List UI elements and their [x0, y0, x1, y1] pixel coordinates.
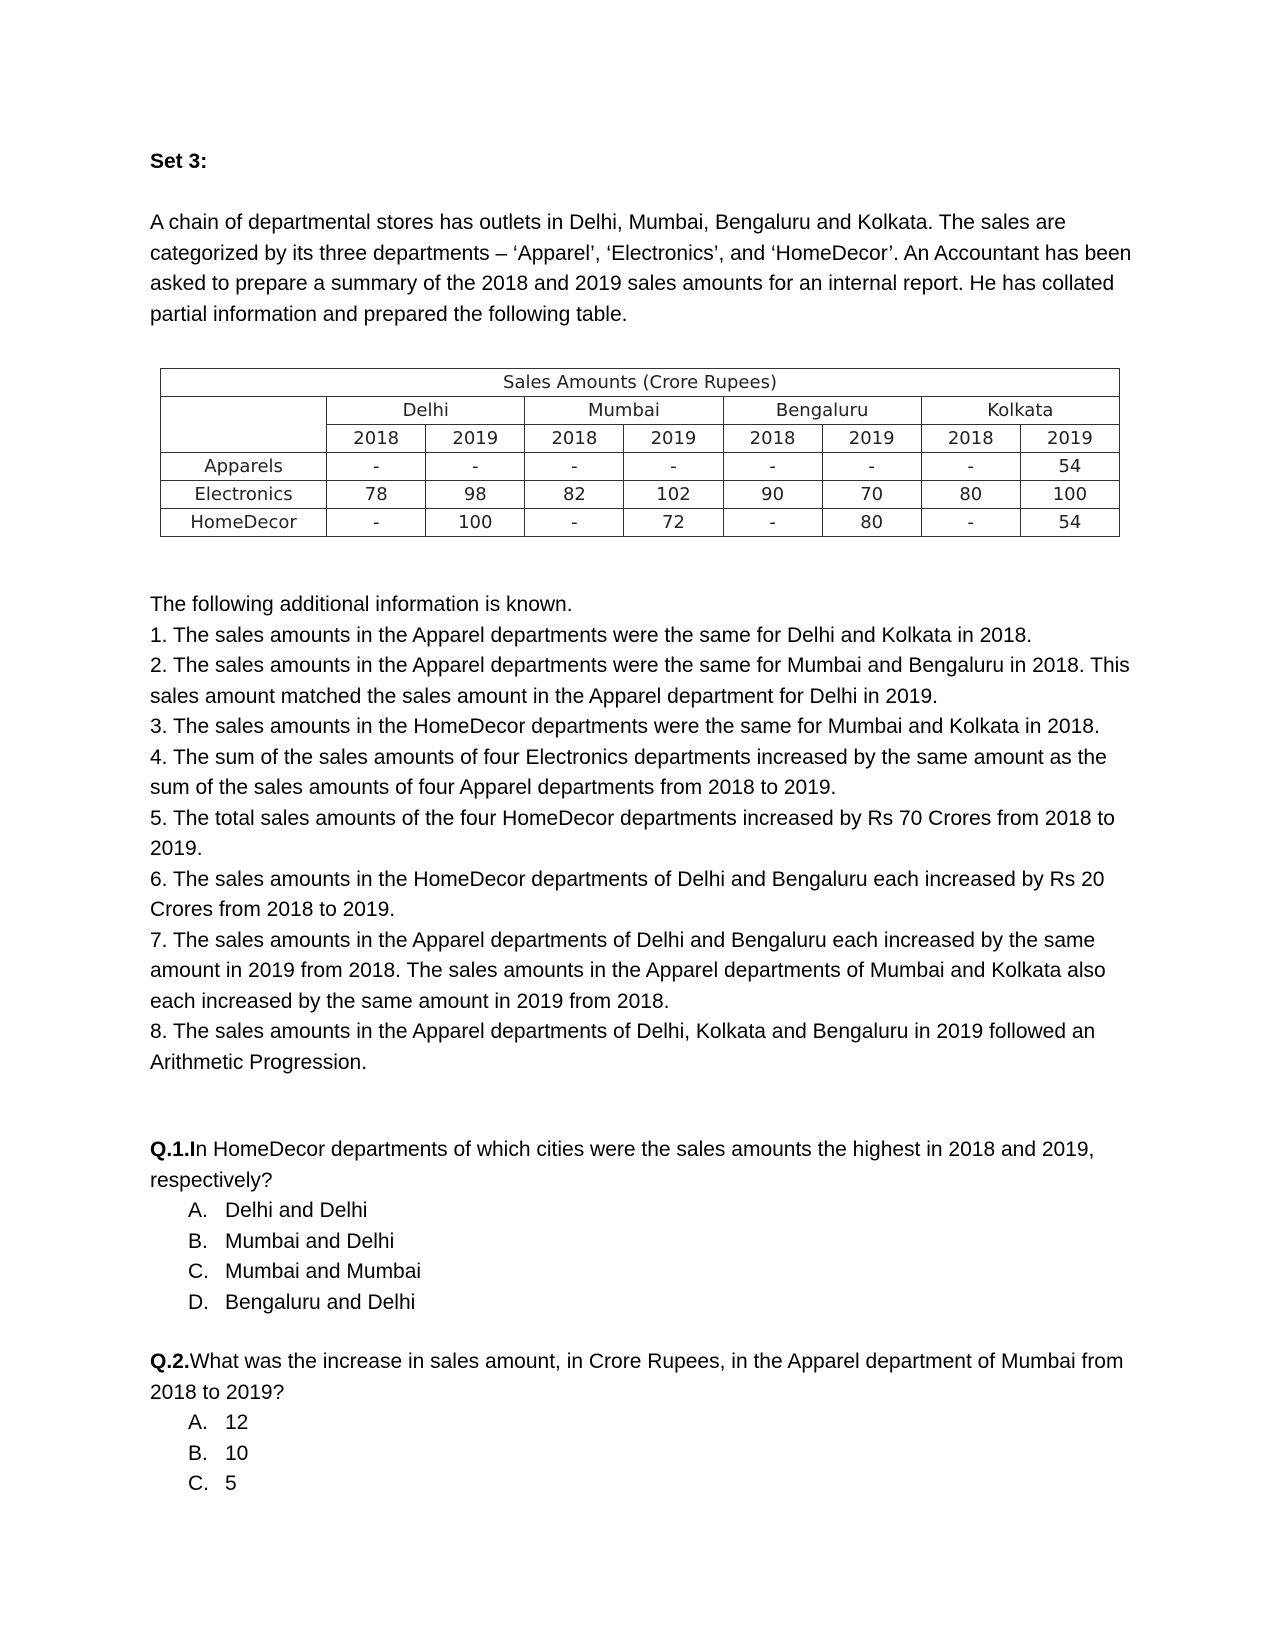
answer-option[interactable] — [188, 1408, 1135, 1439]
year-header: 2019 — [624, 425, 723, 453]
option-letter: B. — [188, 1229, 208, 1253]
option-text: 12 — [225, 1411, 249, 1434]
answer-option[interactable] — [188, 1469, 1135, 1500]
info-item: 2. The sales amounts in the Apparel departments were the same for Mumbai and Bengaluru in 2018. This sales amount matched the sales amount in the Apparel department for Delhi in 2019. — [150, 654, 1130, 708]
year-header: 2018 — [723, 425, 822, 453]
table-cell: - — [921, 453, 1020, 481]
city-header-mumbai: Mumbai — [525, 397, 723, 425]
row-label: Electronics — [161, 481, 327, 509]
question-text — [150, 1135, 1135, 1196]
table-cell: 80 — [822, 509, 921, 537]
sales-table — [160, 368, 1120, 537]
table-cell: 78 — [327, 481, 426, 509]
table-cell: - — [327, 453, 426, 481]
table-cell: 72 — [624, 509, 723, 537]
answer-option[interactable] — [188, 1257, 1135, 1288]
table-row-electronics — [161, 481, 1120, 509]
question-text — [150, 1347, 1135, 1408]
question-number: Q.2. — [150, 1350, 190, 1373]
table-cell: - — [525, 453, 624, 481]
table-cell: 100 — [426, 509, 525, 537]
info-heading: The following additional information is known. — [150, 593, 573, 616]
intro-paragraph: A chain of departmental stores has outlets in Delhi, Mumbai, Bengaluru and Kolkata. The sales are categorized by its three departments – ‘Apparel’, ‘Electronics’, and ‘HomeDecor’. An Accountant has been asked to prepare a summary of the 2018 and 2019 sales amounts for an internal report. He has collated partial information and prepared the following table. — [150, 211, 1132, 326]
option-letter: B. — [188, 1441, 208, 1465]
year-header: 2018 — [525, 425, 624, 453]
option-letter: C. — [188, 1260, 209, 1283]
info-item: 6. The sales amounts in the HomeDecor departments of Delhi and Bengaluru each increased by Rs 20 Crores from 2018 to 2019. — [150, 867, 1105, 921]
additional-info — [150, 590, 1135, 1078]
option-text: Bengaluru and Delhi — [225, 1290, 416, 1314]
table-cell: 82 — [525, 481, 624, 509]
year-header: 2019 — [426, 425, 525, 453]
answer-option[interactable] — [188, 1196, 1135, 1227]
question-2 — [150, 1347, 1135, 1500]
info-item: 5. The total sales amounts of the four HomeDecor departments increased by Rs 70 Crores from 2018 to 2019. — [150, 806, 1115, 860]
table-cell: - — [723, 453, 822, 481]
year-header: 2018 — [921, 425, 1020, 453]
info-item: 7. The sales amounts in the Apparel departments of Delhi and Bengaluru each increased by the same amount in 2019 from 2018. The sales amounts in the Apparel departments of Mumbai and Kolkata also each increased by the same amount in 2019 from 2018. — [150, 928, 1106, 1013]
city-header-bengaluru: Bengaluru — [723, 397, 921, 425]
city-header-row — [161, 397, 1120, 425]
option-letter: D. — [188, 1290, 209, 1314]
option-letter: A. — [188, 1411, 208, 1434]
table-row-apparels — [161, 453, 1120, 481]
answer-option[interactable] — [188, 1439, 1135, 1470]
row-label: HomeDecor — [161, 509, 327, 537]
table-cell: - — [426, 453, 525, 481]
question-body: n HomeDecor departments of which cities were the sales amounts the highest in 2018 and 2019, respectively? — [150, 1138, 1095, 1192]
table-cell: 90 — [723, 481, 822, 509]
table-cell: - — [822, 453, 921, 481]
table-title: Sales Amounts (Crore Rupees) — [161, 369, 1120, 397]
table-cell: 54 — [1020, 453, 1119, 481]
option-letter: C. — [188, 1472, 209, 1495]
option-text: 10 — [225, 1441, 249, 1465]
city-header-delhi: Delhi — [327, 397, 525, 425]
table-cell: - — [525, 509, 624, 537]
table-row-homedecor — [161, 509, 1120, 537]
set-title: Set 3: — [150, 150, 208, 173]
info-item: 3. The sales amounts in the HomeDecor departments were the same for Mumbai and Kolkata in 2018. — [150, 715, 1100, 738]
sales-table-container — [160, 368, 1120, 537]
option-text: Mumbai and Delhi — [225, 1229, 395, 1253]
table-cell: - — [921, 509, 1020, 537]
table-cell: - — [723, 509, 822, 537]
info-item: 4. The sum of the sales amounts of four Electronics departments increased by the same amount as the sum of the sales amounts of four Apparel departments from 2018 to 2019. — [150, 745, 1107, 799]
year-header: 2018 — [327, 425, 426, 453]
info-item: 8. The sales amounts in the Apparel departments of Delhi, Kolkata and Bengaluru in 2019 followed an Arithmetic Progression. — [150, 1020, 1096, 1074]
option-text: Mumbai and Mumbai — [225, 1260, 422, 1283]
table-cell: 54 — [1020, 509, 1119, 537]
answer-option[interactable] — [188, 1288, 1135, 1319]
table-cell: 70 — [822, 481, 921, 509]
answer-option[interactable] — [188, 1227, 1135, 1258]
row-label: Apparels — [161, 453, 327, 481]
question-body: What was the increase in sales amount, in Crore Rupees, in the Apparel department of Mumbai from 2018 to 2019? — [150, 1350, 1124, 1404]
option-text: 5 — [225, 1472, 237, 1495]
corner-cell — [161, 397, 327, 453]
table-cell: 100 — [1020, 481, 1119, 509]
table-cell: 80 — [921, 481, 1020, 509]
option-letter: A. — [188, 1199, 208, 1222]
city-header-kolkata: Kolkata — [921, 397, 1119, 425]
year-header: 2019 — [822, 425, 921, 453]
table-cell: - — [624, 453, 723, 481]
option-text: Delhi and Delhi — [225, 1199, 368, 1222]
answer-options — [150, 1408, 1135, 1500]
question-1 — [150, 1135, 1135, 1318]
question-number: Q.1.I — [150, 1138, 196, 1161]
table-cell: 98 — [426, 481, 525, 509]
info-item: 1. The sales amounts in the Apparel departments were the same for Delhi and Kolkata in 2018. — [150, 623, 1033, 647]
year-header: 2019 — [1020, 425, 1119, 453]
table-title-row — [161, 369, 1120, 397]
table-cell: 102 — [624, 481, 723, 509]
table-cell: - — [327, 509, 426, 537]
answer-options — [150, 1196, 1135, 1318]
